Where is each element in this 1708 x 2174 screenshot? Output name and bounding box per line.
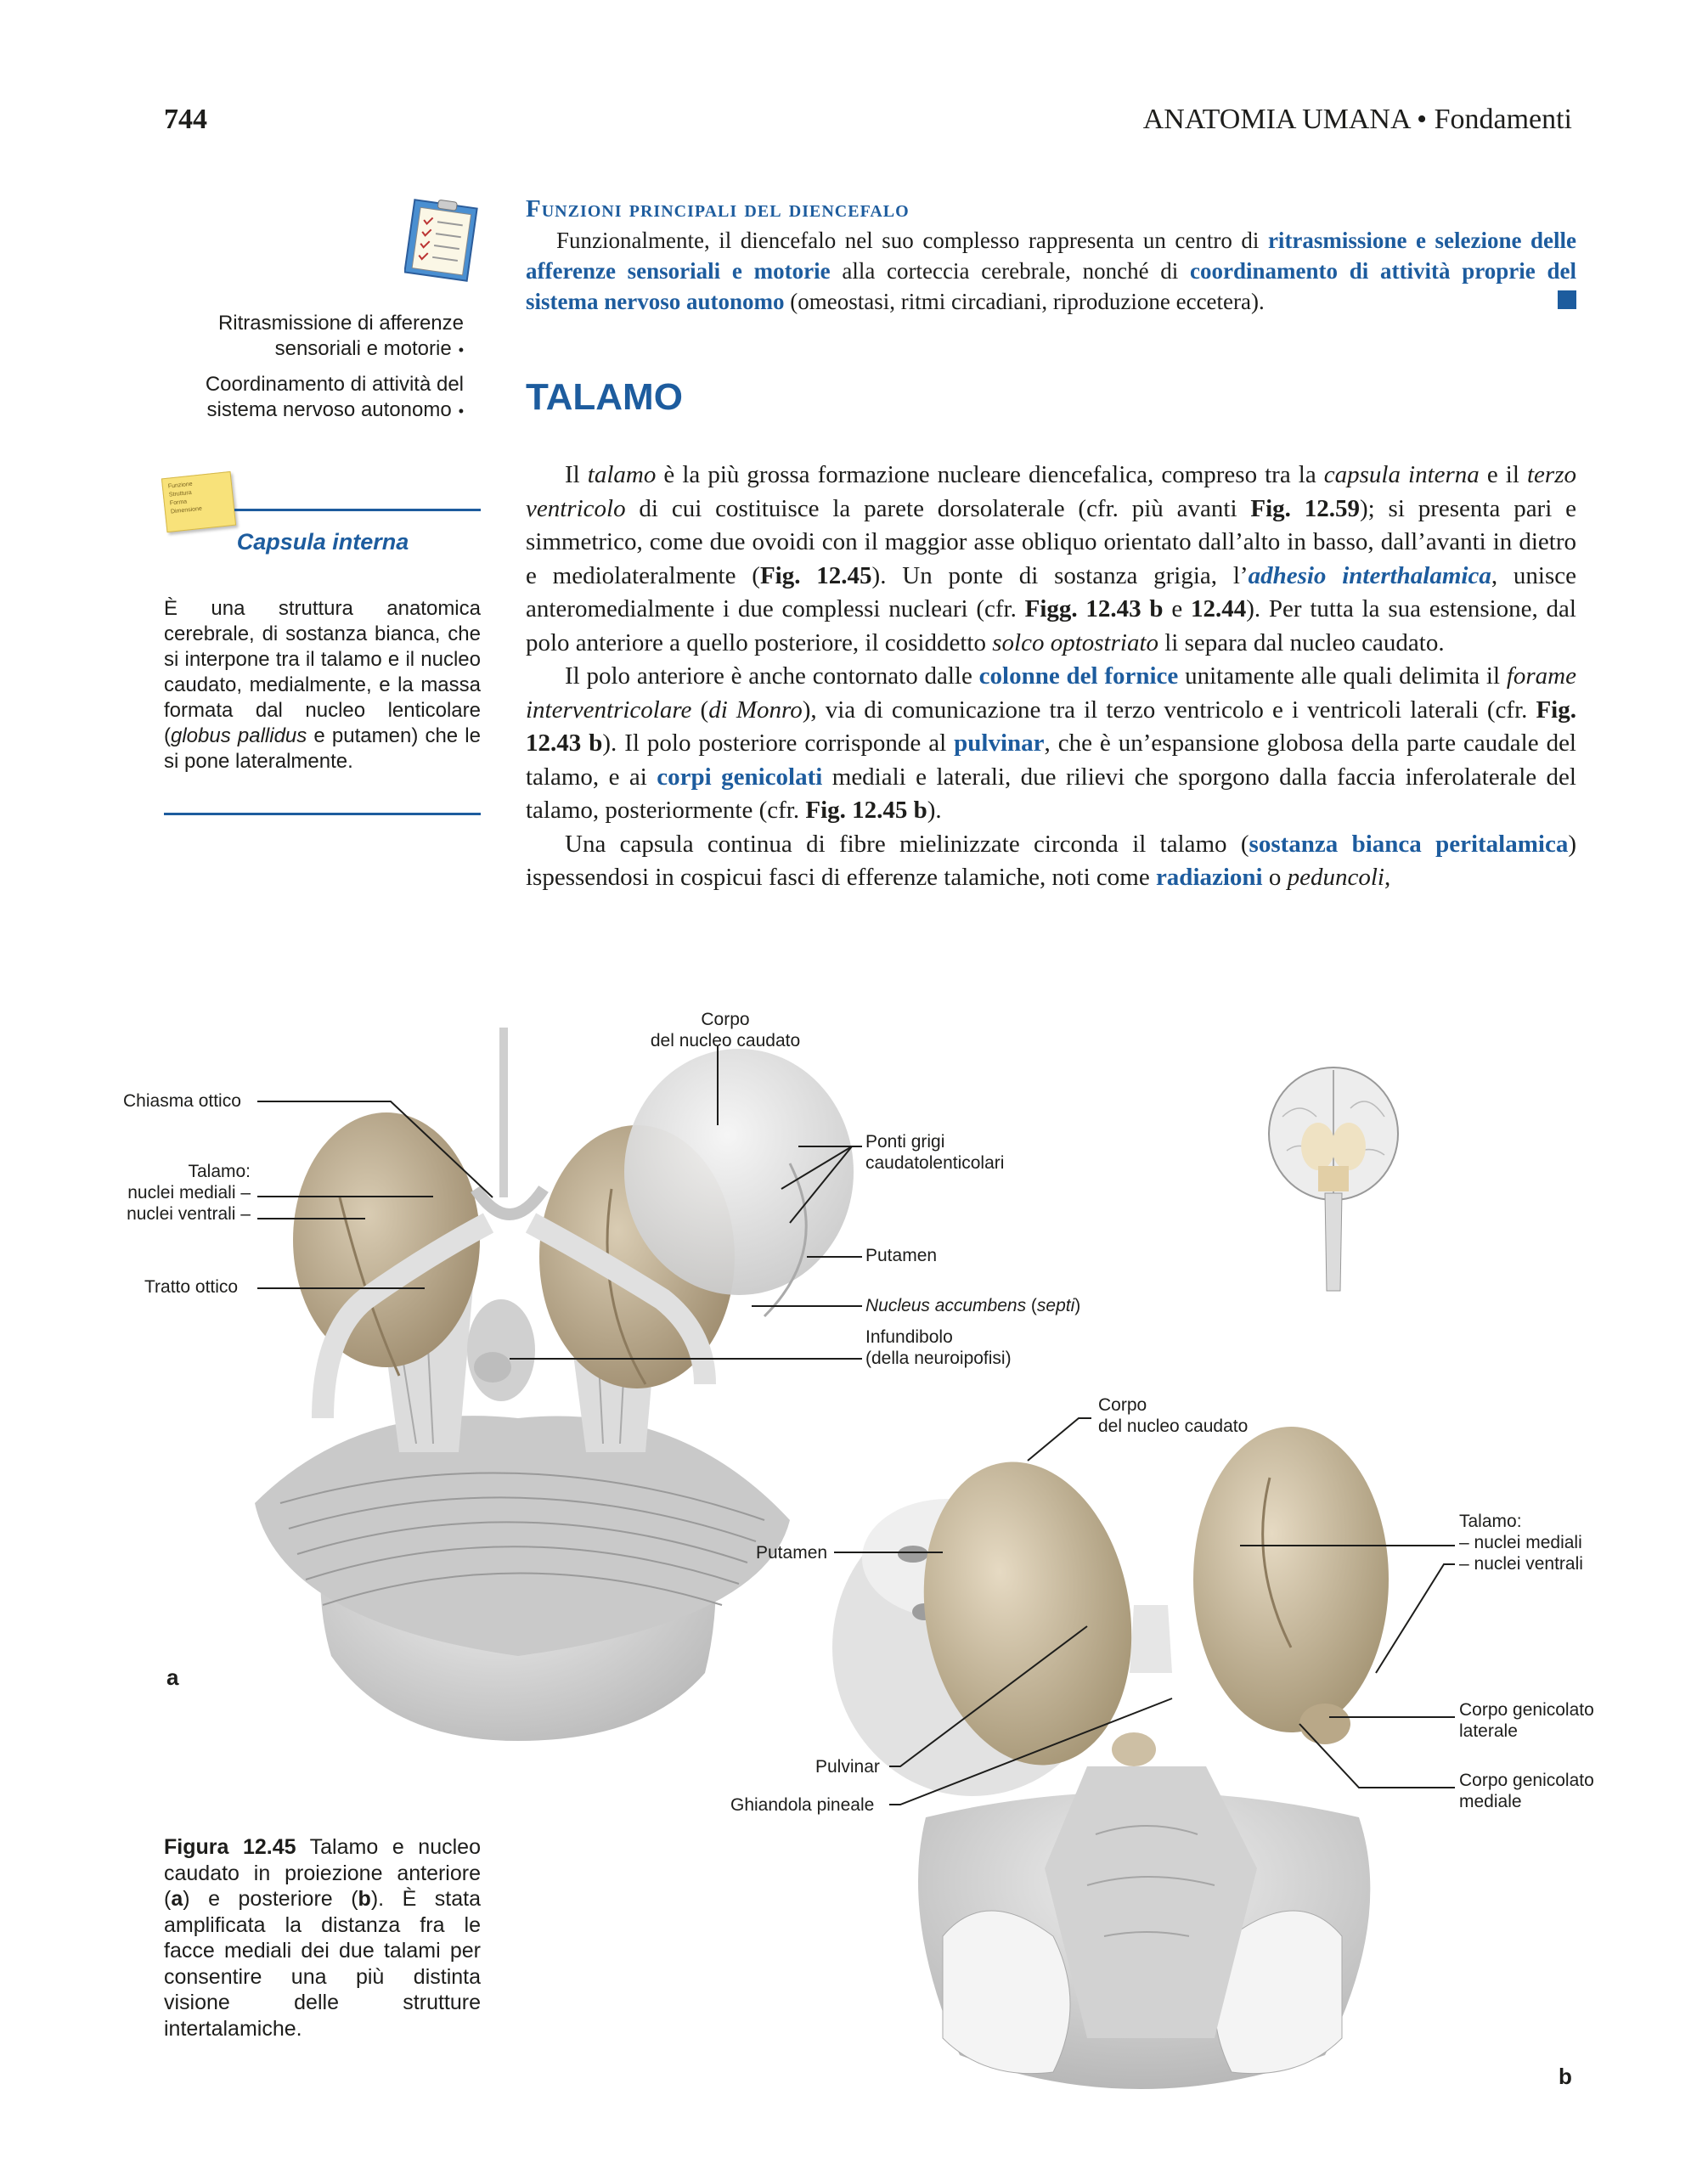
running-subtitle: Fondamenti bbox=[1434, 104, 1572, 135]
label-a-corpo-caudato: Corpo del nucleo caudato bbox=[650, 1010, 801, 1050]
functions-paragraph: Funzionalmente, il diencefalo nel suo complesso rappresenta un centro di ritrasmissione e selezione delle afferenze sensoriali e motorie alla corteccia cerebrale, nonché di coordinamento di attività proprie del sistema nervoso autonomo (omeostasi, ritmi circadiani, riproduzione eccetera). bbox=[526, 228, 1576, 314]
label-genicolato-laterale: Corpo genicolato laterale bbox=[1459, 1700, 1594, 1741]
label-infundibolo: Infundibolo (della neuroipofisi) bbox=[865, 1327, 1012, 1368]
figure-caption: Figura 12.45 Talamo e nucleo caudato in proiezione anteriore (a) e posteriore (b). È stata amplificata la distanza fra le facce mediali dei due talami per consentire una più distinta visione delle strutture intertalamiche. bbox=[164, 1835, 481, 2041]
label-a-putamen: Putamen bbox=[865, 1246, 938, 1265]
box-bottom-rule bbox=[164, 813, 481, 815]
box-title: Capsula interna bbox=[236, 529, 409, 555]
paragraph-2: Il polo anteriore è anche contornato dalle colonne del fornice unitamente alle quali delimita il forame interventricolare (di Monro), via di comunicazione tra il terzo ventricolo e i ventricoli laterali (cfr. Fig. 12.43 b). Il polo posteriore corrisponde al pulvinar, che è un’espansione globosa della parte caudale del talamo, e ai corpi genicolati mediali e laterali, due rilievi che sporgono dalla faccia inferolaterale del talamo, posteriormente (cfr. Fig. 12.45 b). bbox=[526, 662, 1576, 824]
label-chiasma-ottico: Chiasma ottico bbox=[123, 1091, 241, 1111]
section-title: TALAMO bbox=[526, 376, 683, 418]
figure-letter-b: b bbox=[1559, 2064, 1572, 2089]
running-title: ANATOMIA UMANA bbox=[1142, 104, 1410, 135]
brain-orientation-icon bbox=[1265, 1066, 1401, 1295]
leader-lines-b bbox=[0, 1393, 1708, 1902]
running-head bbox=[1143, 104, 1572, 136]
side-note-coordinamento: Coordinamento di attività del sistema nervoso autonomo • bbox=[205, 373, 464, 421]
page-number: 744 bbox=[164, 104, 207, 135]
box-top-rule bbox=[234, 509, 481, 511]
running-separator: • bbox=[1417, 104, 1428, 135]
leader-lines-a bbox=[0, 977, 934, 1401]
functions-title: Funzioni principali del diencefalo bbox=[526, 195, 910, 222]
label-ghiandola-pineale: Ghiandola pineale bbox=[730, 1795, 875, 1815]
paragraph-3: Una capsula continua di fibre mielinizzate circonda il talamo (sostanza bianca peritalamica) ispessendosi in cospicui fasci di efferenze talamiche, noti come radiazioni o peduncoli, bbox=[526, 830, 1576, 891]
label-genicolato-mediale: Corpo genicolato mediale bbox=[1459, 1771, 1594, 1811]
paragraph-1: Il talamo è la più grossa formazione nucleare diencefalica, compreso tra la capsula interna e il terzo ventricolo di cui costituisce la parete dorsolaterale (cfr. più avanti Fig. 12.59); si presenta pari e simmetrico, come due ovoidi con il maggior asse obliquo orientato dall’alto in basso, dall’avanti in dietro e mediolateralmente (Fig. 12.45). Un ponte di sostanza grigia, l’adhesio interthalamica, unisce anteromedialmente i due complessi nucleari (cfr. Figg. 12.43 b e 12.44). Per tutta la sua estensione, dal polo anteriore a quello posteriore, il cosiddetto solco optostriato li separa dal nucleo caudato. bbox=[526, 461, 1576, 656]
main-text bbox=[526, 459, 1576, 895]
label-nucleus-accumbens: Nucleus accumbens (septi) bbox=[865, 1296, 1081, 1315]
label-b-putamen: Putamen bbox=[756, 1543, 828, 1563]
label-ponti-grigi: Ponti grigi caudatolenticolari bbox=[865, 1132, 1005, 1173]
end-mark-icon bbox=[1558, 290, 1576, 309]
label-b-talamo: Talamo: – nuclei mediali – nuclei ventrali bbox=[1459, 1512, 1583, 1574]
label-a-talamo: Talamo: nuclei mediali – nuclei ventrali – bbox=[127, 1162, 251, 1224]
bullet-icon: • bbox=[458, 403, 464, 420]
clipboard-icon bbox=[404, 197, 489, 282]
box-body: È una struttura anatomica cerebrale, di sostanza bianca, che si interpone tra il talamo e il nucleo caudato, medialmente, e la massa formata dal nucleo lenticolare (globus pallidus e putamen) che le si pone lateralmente. bbox=[164, 597, 481, 773]
side-note-ritrasmissione: Ritrasmissione di afferenze sensoriali e motorie • bbox=[217, 312, 464, 360]
sticky-note-icon: Funzione Struttura Forma Dimensione bbox=[161, 471, 236, 532]
label-b-corpo-caudato: Corpo del nucleo caudato bbox=[1098, 1395, 1249, 1436]
label-pulvinar: Pulvinar bbox=[815, 1757, 880, 1777]
label-tratto-ottico: Tratto ottico bbox=[144, 1277, 239, 1297]
figure-letter-a: a bbox=[166, 1664, 179, 1690]
bullet-icon: • bbox=[458, 341, 464, 358]
